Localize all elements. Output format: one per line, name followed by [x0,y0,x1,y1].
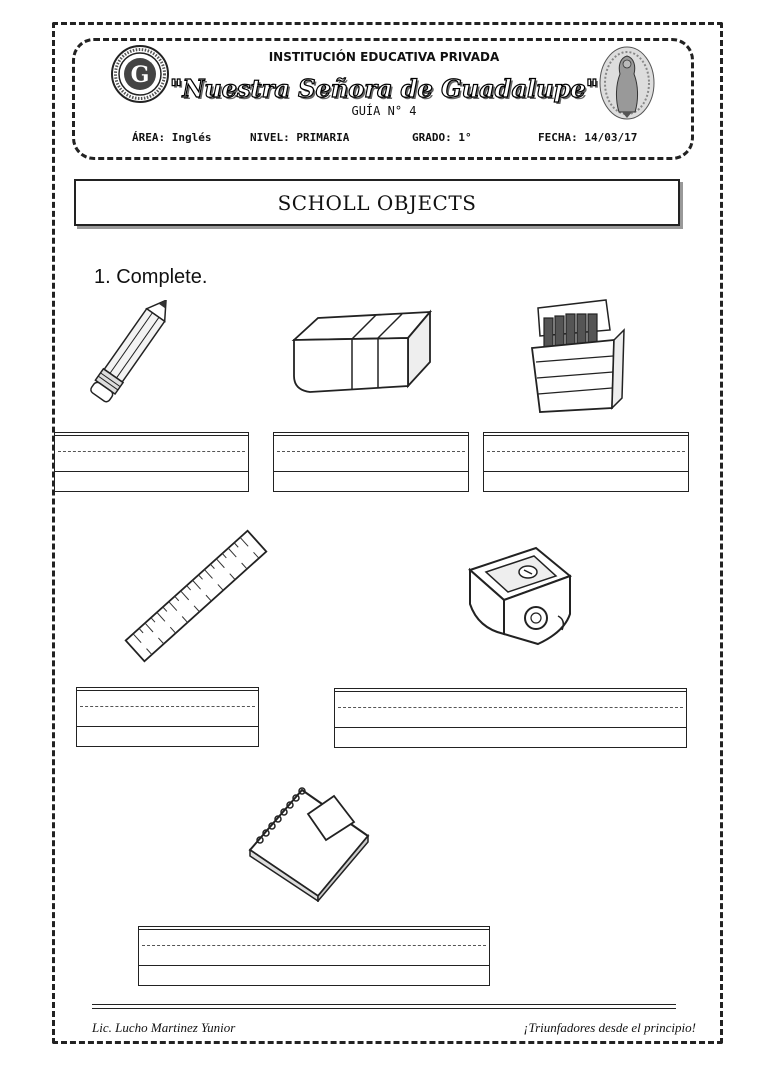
sharpener-icon [458,540,578,658]
notebook-icon [246,784,372,902]
school-name: "Nuestra Señora de Guadalupe" [169,74,599,103]
ruler-icon [118,524,274,668]
answer-box-eraser[interactable] [273,432,469,492]
guide-number: GUÍA N° 4 [351,104,417,118]
pencil-icon [86,300,168,412]
institution-label: INSTITUCIÓN EDUCATIVA PRIVADA [268,50,500,64]
footer-rule [92,1004,676,1009]
date-field: FECHA: 14/03/17 [538,131,638,144]
footer-author: Lic. Lucho Martinez Yunior [92,1020,236,1035]
answer-box-sharpener[interactable] [334,688,687,748]
logo-letter: G [130,62,150,88]
area-field: ÁREA: Inglés [132,131,212,144]
crayons-icon [518,290,628,414]
footer-motto: ¡Triunfadores desde el principio! [523,1020,696,1035]
eraser-icon [290,290,438,400]
answer-box-crayons[interactable] [483,432,689,492]
worksheet-title: SCHOLL OBJECTS [277,190,477,215]
instruction: 1. Complete. [94,266,208,288]
level-field: NIVEL: PRIMARIA [250,131,350,144]
answer-box-notebook[interactable] [138,926,490,986]
answer-box-ruler[interactable] [76,687,259,747]
title-box [74,179,680,226]
answer-box-pencil[interactable] [54,432,249,492]
grade-field: GRADO: 1° [412,131,472,144]
